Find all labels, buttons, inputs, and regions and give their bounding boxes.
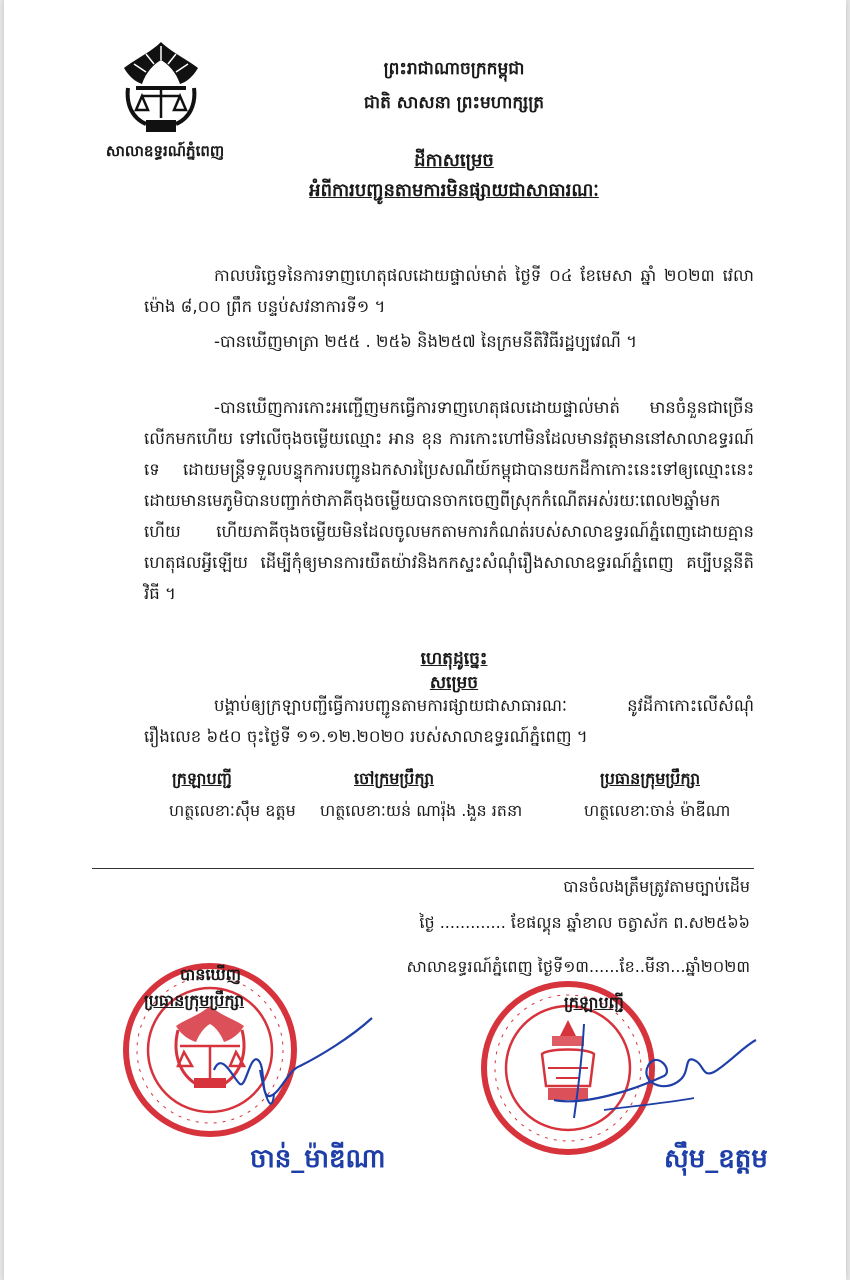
president-title: ប្រធានក្រុមប្រឹក្សា (600, 769, 701, 788)
kingdom-heading: ព្រះរាជាណាចក្រកម្ពុជា (383, 59, 525, 79)
legal-basis-paragraph: -បានឃើញមាត្រា ២៥៥ . ២៥៦ និង២៥៧ នៃក្រមនីតិវិធីរដ្ឋប្បវេណី ។ (214, 332, 638, 351)
document-subtitle: អំពីការបញ្ជូនតាមការមិនផ្សាយជាសាធារណៈ (309, 180, 599, 201)
decision-paragraph: បង្គាប់ឲ្យក្រឡាបញ្ជីធ្វើការបញ្ជូនតាមការផ្សាយជាសាធារណៈ នូវដីកាកោះលើសំណុំរឿងលេខ ៦៥០ ចុះថ្ងៃទី ១១.១២.២០២០ របស់សាលាឧទ្ធរណ៍ភ្នំពេញ ។ (144, 696, 754, 746)
facts-paragraph: -បានឃើញការកោះអញ្ជើញមកធ្វើការទាញហេតុផលដោយផ្ទាល់មាត់ មានចំនួនជាច្រើនលើកមកហើយ ទៅលើចុងចម្លើយឈ្មោះ អាន ខុន ការកោះហៅមិនដែលមានវត្តមាននៅសាលាឧទ្ធរណ៍ទេ ដោយមន្ត្រីទទួលបន្ទុកការបញ្ជូនឯកសារប្រៃសណីយ៍កម្ពុជាបានយកដីកាកោះនេះទៅឲ្យឈ្មោះនេះ ដោយមានមេភូមិបានបញ្ជាក់ថាភាគីចុងចម្លើយបានចាកចេញពីស្រុកកំណើតអស់រយៈពេល២ឆ្នាំមកហើយ ហើយភាគីចុងចម្លើយមិនដែលចូលមកតាមការកំណត់របស់សាលាឧទ្ធរណ៍ភ្នំពេញដោយគ្មានហេតុផលអ្វីឡើយ ដើម្បីកុំឲ្យមានការយឺតយ៉ាវនិងកកស្ទះសំណុំរឿងសាលាឧទ្ធរណ៍ភ្នំពេញ គប្បីបន្តនីតិវិធី ។ (144, 398, 754, 603)
signature-right-icon (544, 1010, 764, 1130)
clerk-title: ក្រឡាបញ្ជី (172, 769, 232, 788)
seen-label: បានឃើញ (180, 965, 241, 984)
right-handwritten-name: ស៊ឹម_ឧត្តម (664, 1144, 768, 1174)
left-handwritten-name: ចាន់_ម៉ាឌីណា (250, 1144, 386, 1174)
signature-left-icon (200, 1010, 380, 1120)
lunar-date-line: ថ្ងៃ ............. ខែផល្គុន ឆ្នាំខាល ចត្វាស័ក ព.ស២៥៦៦ (419, 913, 750, 932)
document-page (4, 0, 846, 1280)
court-name: សាលាឧទ្ធរណ៍ភ្នំពេញ (105, 142, 225, 160)
president-signature: ហត្ថលេខាៈចាន់ ម៉ាឌីណា (584, 801, 731, 820)
reason-heading: ហេតុដូច្នេះ (420, 649, 488, 669)
judges-signatures: ហត្ថលេខាៈយន់ ណារ៉ុង .ងួន រតនា (320, 801, 523, 820)
certified-copy-note: បានចំលងត្រឹមត្រូវតាមច្បាប់ដើម (563, 877, 750, 896)
court-emblem-icon (116, 38, 206, 138)
issue-date-line: សាលាឧទ្ធរណ៍ភ្នំពេញ ថ្ងៃទី១៣......ខែ..មីនា...ឆ្នាំ២០២៣ (406, 957, 750, 976)
document-title: ដីកាសម្រេច (414, 150, 494, 171)
left-stamp-role: ប្រធានក្រុមប្រឹក្សា (144, 991, 245, 1010)
divider (92, 868, 754, 869)
national-motto: ជាតិ សាសនា ព្រះមហាក្សត្រ (363, 93, 545, 113)
judges-title: ចៅក្រមប្រឹក្សា (354, 769, 435, 788)
hearing-date-paragraph: កាលបរិច្ឆេទនៃការទាញហេតុផលដោយផ្ទាល់មាត់ ថ្ងៃទី ០៤ ខែមេសា ឆ្នាំ ២០២៣ វេលាម៉ោង ៨,០០ ព្រឹក បន្ទប់សវនាការទី១ ។ (144, 266, 754, 316)
right-stamp-role: ក្រឡាបញ្ជី (564, 993, 624, 1012)
clerk-signature: ហត្ថលេខាៈស៊ឹម ឧត្តម (169, 801, 296, 820)
decision-heading: សម្រេច (429, 673, 479, 693)
